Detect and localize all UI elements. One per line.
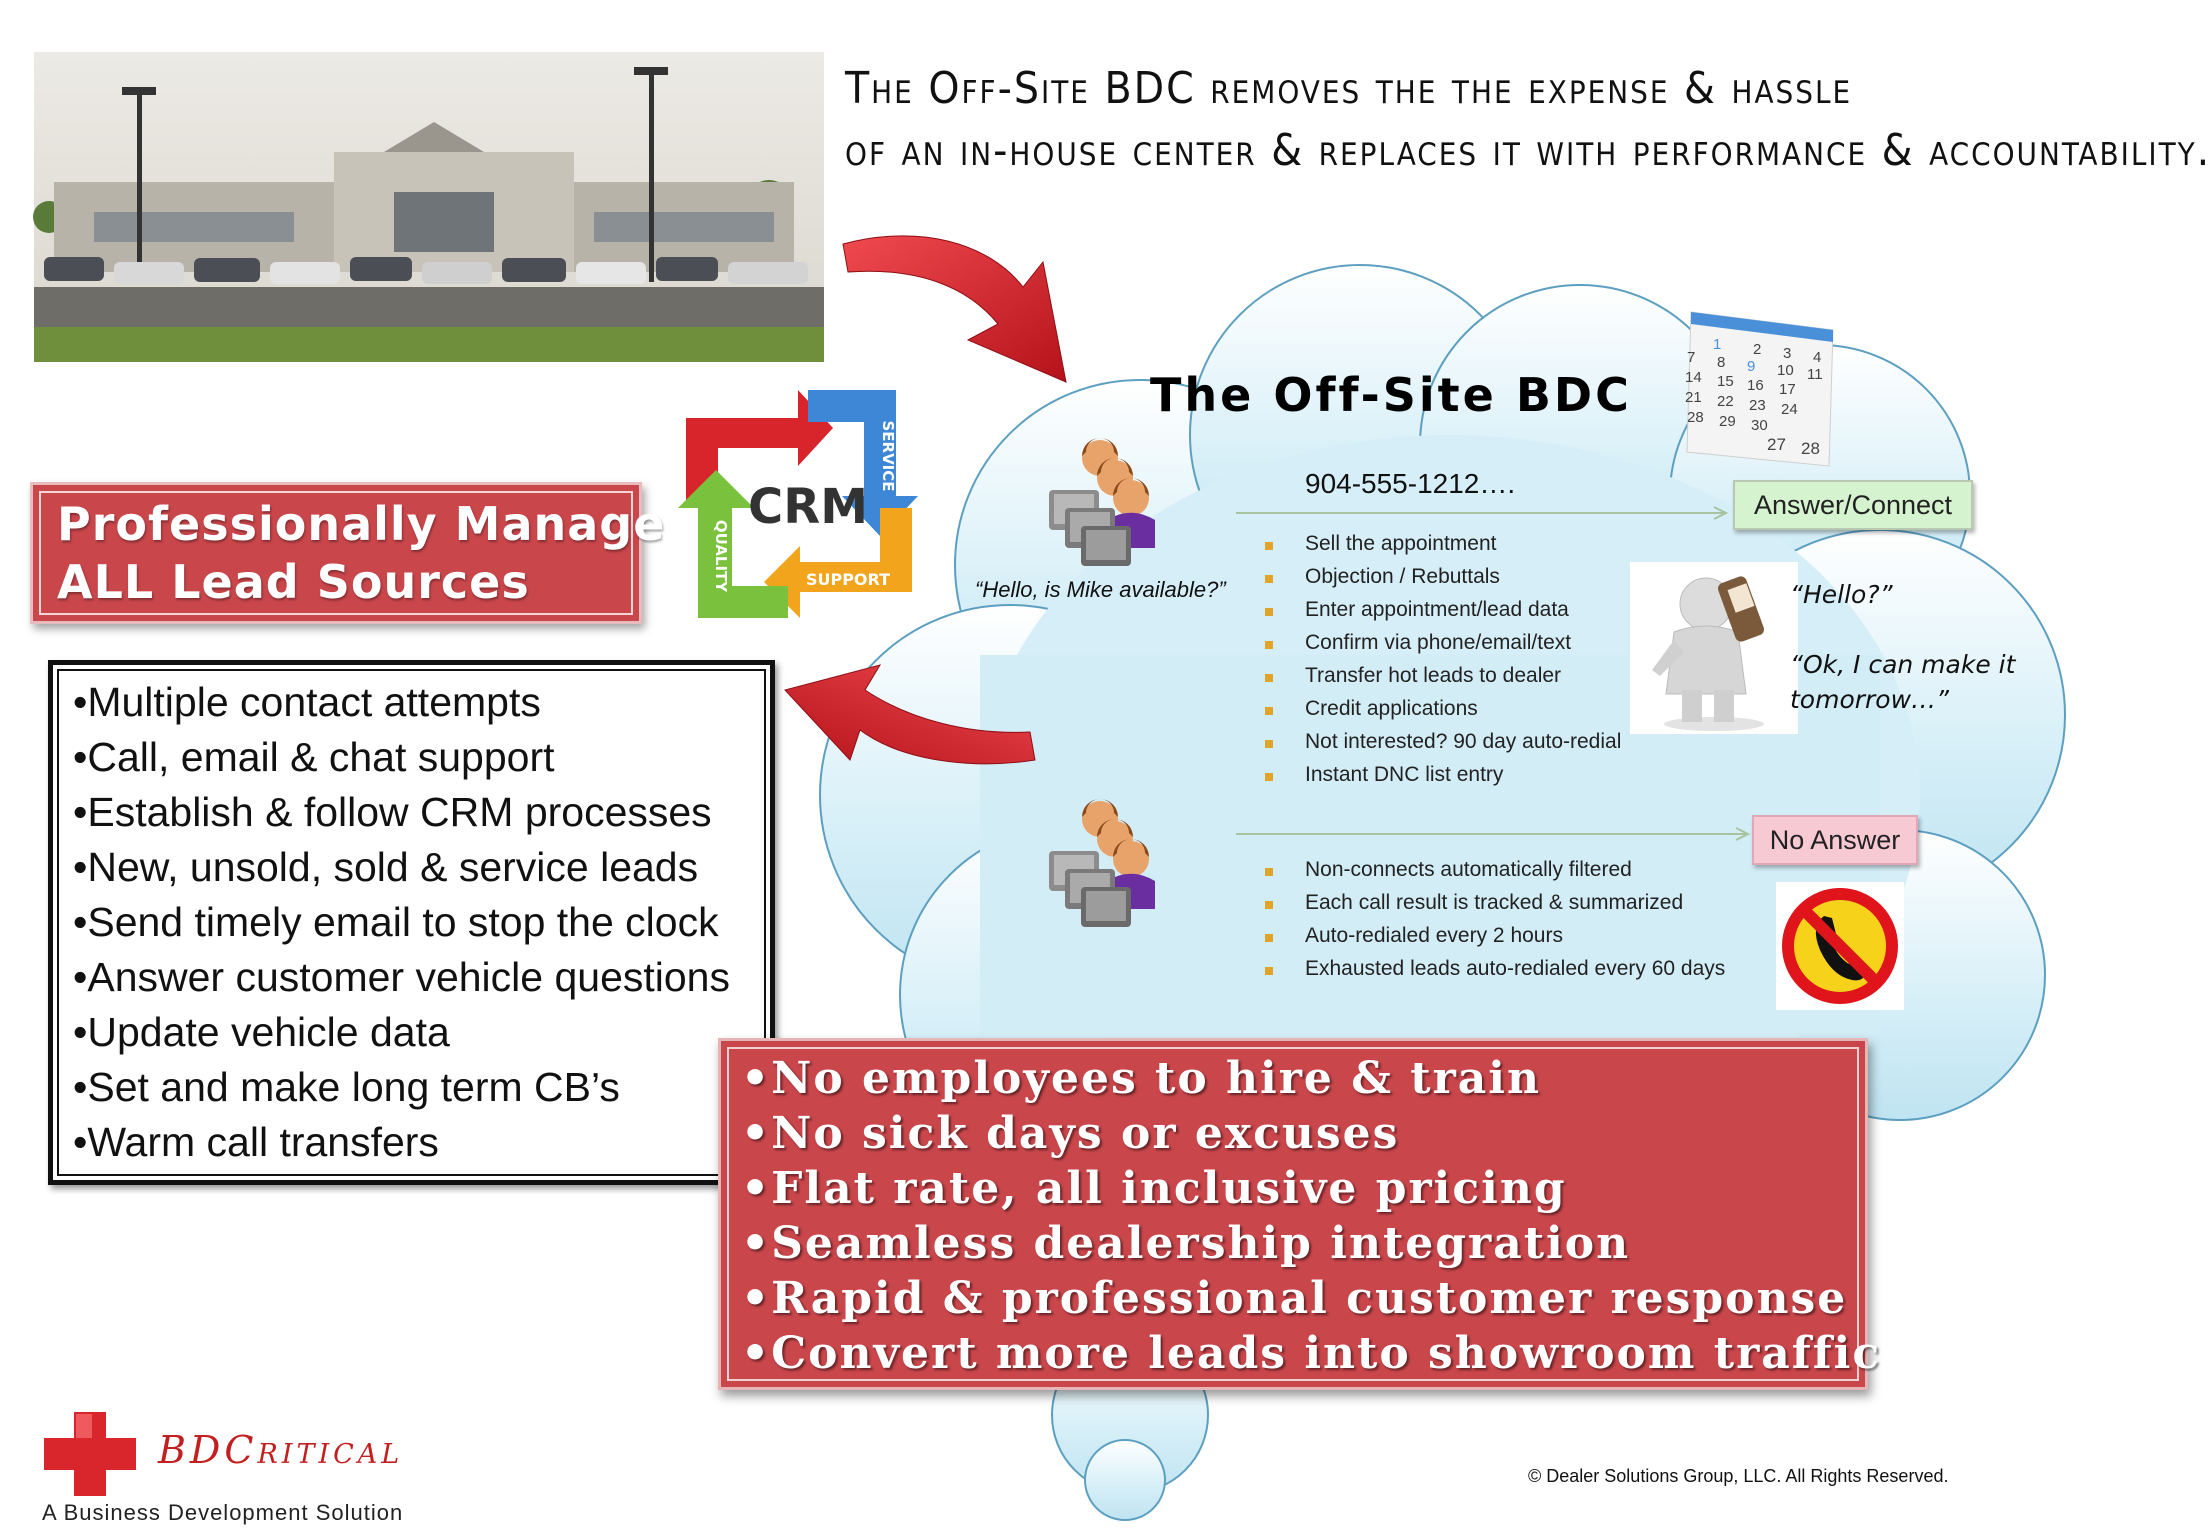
bdc-title: The Off-Site BDC xyxy=(1150,368,1632,422)
list-item: Sell the appointment xyxy=(1305,532,1497,555)
benefit-item: •Flat rate, all inclusive pricing xyxy=(741,1163,1567,1214)
curved-arrow-right-icon xyxy=(838,232,1088,392)
logo-tagline: A Business Development Solution xyxy=(42,1500,404,1525)
benefit-item: •Seamless dealership integration xyxy=(741,1218,1631,1269)
svg-text:8: 8 xyxy=(1717,354,1726,371)
customer-reply-line-1: “Ok, I can make it xyxy=(1790,650,2016,679)
list-item: Exhausted leads auto-redialed every 60 days xyxy=(1305,957,1726,980)
feature-item: •New, unsold, sold & service leads xyxy=(73,844,699,890)
headline xyxy=(845,58,2211,182)
list-item: Confirm via phone/email/text xyxy=(1305,631,1572,654)
list-item: Each call result is tracked & summarized xyxy=(1305,891,1684,914)
benefit-item: •No employees to hire & train xyxy=(741,1053,1541,1104)
calendar-icon xyxy=(1683,302,1837,466)
callout-line-2: ALL Lead Sources xyxy=(57,555,530,609)
customer-hello-quote: “Hello?” xyxy=(1790,580,1893,609)
svg-text:1: 1 xyxy=(1713,336,1722,353)
list-item: Auto-redialed every 2 hours xyxy=(1305,924,1563,947)
crm-support-label: SUPPORT xyxy=(805,570,891,589)
agent-greeting: “Hello, is Mike available?” xyxy=(975,577,1226,602)
call-center-agents-icon xyxy=(1045,793,1185,929)
list-item: Instant DNC list entry xyxy=(1305,763,1504,786)
feature-item: •Warm call transfers xyxy=(73,1119,439,1165)
answer-connect-tag: Answer/Connect xyxy=(1733,480,1973,530)
call-center-agents-icon xyxy=(1045,432,1185,568)
callout-line-1: Professionally Manage xyxy=(57,497,666,551)
no-answer-connector-line xyxy=(1236,826,1756,842)
benefits-callout xyxy=(718,1038,1882,1390)
list-item: Objection / Rebuttals xyxy=(1305,565,1500,588)
svg-text:22: 22 xyxy=(1717,393,1734,410)
svg-text:28: 28 xyxy=(1687,409,1704,426)
customer-reply-line-2: tomorrow…” xyxy=(1790,685,1949,714)
svg-text:14: 14 xyxy=(1685,369,1702,386)
svg-text:11: 11 xyxy=(1807,366,1823,383)
benefit-item: •Rapid & professional customer response xyxy=(741,1273,1848,1324)
list-item: Transfer hot leads to dealer xyxy=(1305,664,1562,687)
svg-text:29: 29 xyxy=(1719,413,1736,430)
svg-text:24: 24 xyxy=(1781,401,1798,418)
dealership-photo xyxy=(34,52,824,362)
feature-item: •Set and make long term CB’s xyxy=(73,1064,620,1110)
svg-text:17: 17 xyxy=(1779,381,1796,398)
svg-text:2: 2 xyxy=(1753,341,1762,358)
crm-sales-label: SALES xyxy=(717,397,779,417)
svg-text:15: 15 xyxy=(1717,373,1734,390)
list-item: Enter appointment/lead data xyxy=(1305,598,1569,621)
feature-item: •Update vehicle data xyxy=(73,1009,450,1055)
list-item: Credit applications xyxy=(1305,697,1478,720)
svg-text:30: 30 xyxy=(1751,417,1768,434)
feature-item: •Multiple contact attempts xyxy=(73,679,541,725)
svg-text:23: 23 xyxy=(1749,397,1766,414)
phone-number: 904-555-1212…. xyxy=(1305,468,1516,499)
svg-text:28: 28 xyxy=(1801,439,1820,458)
curved-arrow-left-icon xyxy=(780,660,1040,790)
feature-item: •Establish & follow CRM processes xyxy=(73,789,712,835)
svg-text:9: 9 xyxy=(1747,358,1756,375)
crm-cycle-graphic xyxy=(668,378,930,636)
svg-text:3: 3 xyxy=(1783,345,1792,362)
red-cross-logo-icon xyxy=(40,1408,140,1500)
benefit-item: •No sick days or excuses xyxy=(741,1108,1400,1159)
feature-item: •Call, email & chat support xyxy=(73,734,555,780)
answer-connector-line xyxy=(1236,505,1736,521)
lead-sources-callout xyxy=(30,482,666,624)
logo-wordmark: BDCritical xyxy=(158,1428,404,1472)
crm-center-label: CRM xyxy=(748,479,868,535)
benefit-item: •Convert more leads into showroom traffic xyxy=(741,1328,1882,1379)
crm-service-label: SERVICE xyxy=(879,420,897,492)
list-item: Non-connects automatically filtered xyxy=(1305,858,1632,881)
crm-quality-label: QUALITY xyxy=(712,519,730,593)
headline-line-1: The Off-Site BDC removes the the expense & hassle xyxy=(845,63,1853,114)
feature-item: •Send timely email to stop the clock xyxy=(73,899,719,945)
copyright-notice: © Dealer Solutions Group, LLC. All Rights Reserved. xyxy=(1528,1466,1949,1486)
feature-item: •Answer customer vehicle questions xyxy=(73,954,730,1000)
svg-text:4: 4 xyxy=(1813,349,1822,366)
customer-on-phone-image xyxy=(1630,562,1798,734)
svg-text:7: 7 xyxy=(1687,349,1696,366)
list-item: Not interested? 90 day auto-redial xyxy=(1305,730,1622,753)
no-answer-tag: No Answer xyxy=(1752,815,1918,865)
feature-list-box xyxy=(48,660,775,1185)
svg-text:27: 27 xyxy=(1767,435,1786,454)
svg-text:21: 21 xyxy=(1685,389,1702,406)
svg-text:10: 10 xyxy=(1777,362,1794,379)
no-phone-icon xyxy=(1776,882,1904,1010)
headline-line-2: of an in-house center & replaces it with performance & accountability. xyxy=(845,125,2211,176)
svg-text:16: 16 xyxy=(1747,377,1764,394)
